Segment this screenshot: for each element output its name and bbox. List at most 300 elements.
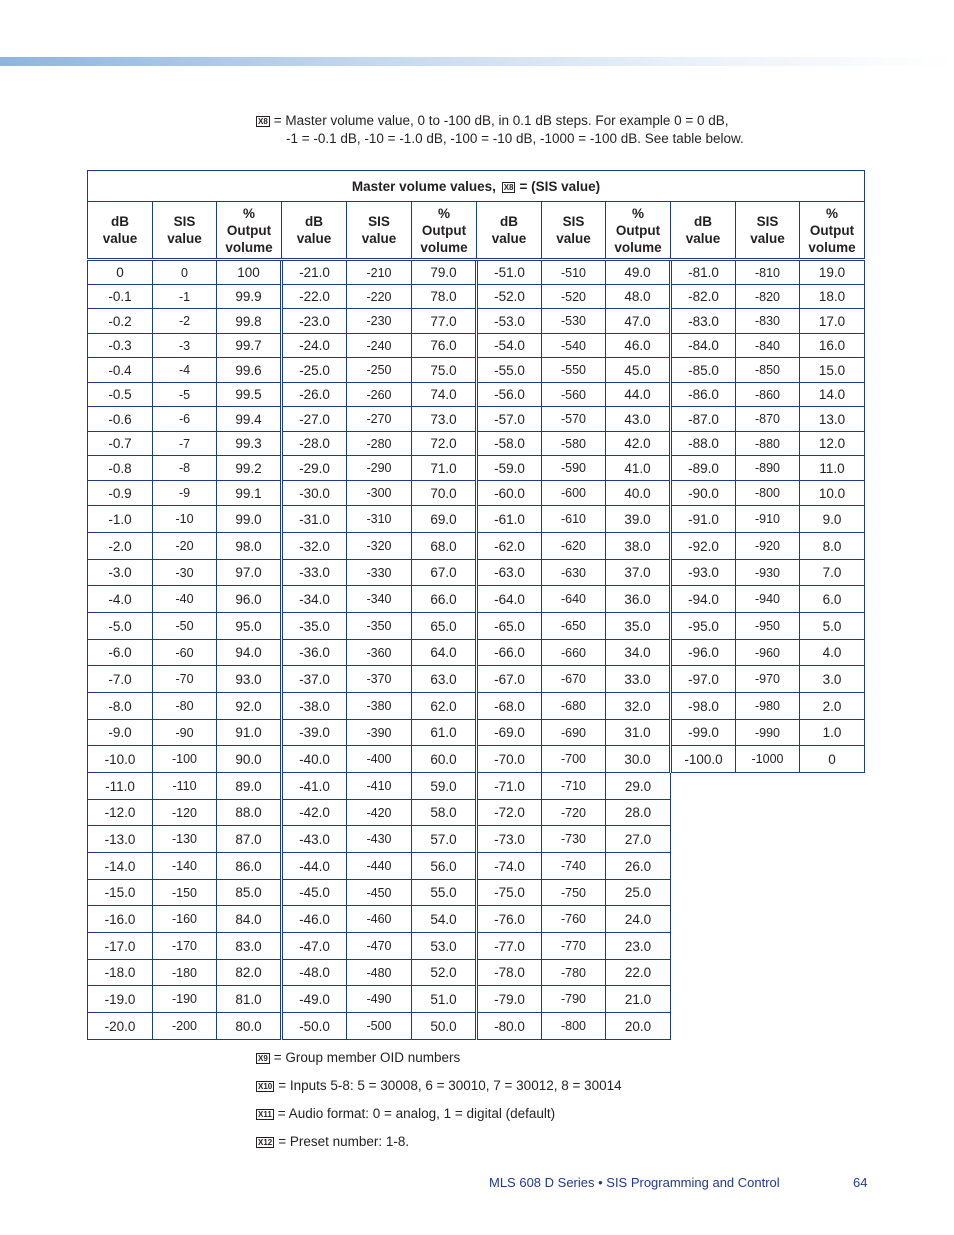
table-cell-pct: 39.0 bbox=[606, 506, 671, 533]
table-cell-sis: -40 bbox=[153, 586, 217, 613]
legend-item bbox=[256, 1049, 460, 1067]
table-cell-sis: -410 bbox=[347, 773, 412, 800]
table-cell-db: -25.0 bbox=[282, 358, 347, 383]
table-cell-sis: -800 bbox=[736, 481, 800, 506]
table-cell-pct: 99.6 bbox=[217, 358, 282, 383]
table-cell-pct: 99.8 bbox=[217, 309, 282, 334]
legend-text: = Audio format: 0 = analog, 1 = digital (default) bbox=[277, 1106, 556, 1121]
column-header-line: dB bbox=[500, 214, 518, 229]
table-cell-db: -38.0 bbox=[282, 693, 347, 720]
table-cell-db: -49.0 bbox=[282, 986, 347, 1013]
table-cell-db: -0.3 bbox=[88, 334, 153, 358]
table-cell-pct: 63.0 bbox=[412, 666, 477, 693]
table-cell-db: -45.0 bbox=[282, 880, 347, 906]
column-header-sis bbox=[347, 202, 412, 260]
table-cell-pct: 72.0 bbox=[412, 432, 477, 456]
table-cell-sis: -1000 bbox=[736, 746, 800, 773]
table-row bbox=[88, 456, 865, 481]
table-cell-sis: -960 bbox=[736, 640, 800, 666]
table-cell-db: -87.0 bbox=[671, 407, 736, 432]
table-cell-pct: 69.0 bbox=[412, 506, 477, 533]
table-cell-db: -97.0 bbox=[671, 666, 736, 693]
column-header-line: SIS bbox=[562, 214, 585, 229]
table-cell-db: -68.0 bbox=[477, 693, 542, 720]
table-cell-db: -84.0 bbox=[671, 334, 736, 358]
table-cell-sis: -280 bbox=[347, 432, 412, 456]
table-cell-db: -0.1 bbox=[88, 285, 153, 309]
table-cell-db: -27.0 bbox=[282, 407, 347, 432]
table-cell-pct: 43.0 bbox=[606, 407, 671, 432]
table-cell-pct: 47.0 bbox=[606, 309, 671, 334]
table-cell-db: -0.5 bbox=[88, 383, 153, 407]
table-cell-pct: 4.0 bbox=[800, 640, 865, 666]
table-cell-sis: -590 bbox=[542, 456, 606, 481]
table-cell-sis: -30 bbox=[153, 560, 217, 586]
table-cell-pct: 82.0 bbox=[217, 960, 282, 986]
legend-item bbox=[256, 1133, 409, 1151]
table-cell-db: -20.0 bbox=[88, 1013, 153, 1040]
table-cell-sis: -840 bbox=[736, 334, 800, 358]
table-cell-db: -53.0 bbox=[477, 309, 542, 334]
table-cell-sis: -570 bbox=[542, 407, 606, 432]
table-cell-sis: -140 bbox=[153, 853, 217, 880]
table-cell-sis: -830 bbox=[736, 309, 800, 334]
table-cell-sis: -420 bbox=[347, 800, 412, 826]
table-cell-db: -14.0 bbox=[88, 853, 153, 880]
table-cell-pct: 99.9 bbox=[217, 285, 282, 309]
table-cell-db: -47.0 bbox=[282, 933, 347, 960]
table-cell-pct: 28.0 bbox=[606, 800, 671, 826]
legend-variable-tag: X12 bbox=[258, 1138, 273, 1147]
table-cell-sis: -380 bbox=[347, 693, 412, 720]
table-cell-pct: 15.0 bbox=[800, 358, 865, 383]
table-cell-db: -39.0 bbox=[282, 720, 347, 746]
x8-description bbox=[256, 112, 744, 148]
table-cell-sis: -240 bbox=[347, 334, 412, 358]
table-cell-sis: -910 bbox=[736, 506, 800, 533]
table-cell-pct: 3.0 bbox=[800, 666, 865, 693]
table-cell-db: -95.0 bbox=[671, 613, 736, 640]
table-cell-db: -34.0 bbox=[282, 586, 347, 613]
table-cell-db: -54.0 bbox=[477, 334, 542, 358]
table-cell-pct: 71.0 bbox=[412, 456, 477, 481]
table-row bbox=[88, 506, 865, 533]
column-header-sis bbox=[736, 202, 800, 260]
table-cell-sis: -850 bbox=[736, 358, 800, 383]
table-cell-sis: -190 bbox=[153, 986, 217, 1013]
table-cell-pct: 74.0 bbox=[412, 383, 477, 407]
table-cell-db: -16.0 bbox=[88, 906, 153, 933]
table-cell-sis: -820 bbox=[736, 285, 800, 309]
table-cell-db: -65.0 bbox=[477, 613, 542, 640]
table-cell-pct: 73.0 bbox=[412, 407, 477, 432]
table-cell-pct: 23.0 bbox=[606, 933, 671, 960]
table-cell-sis: -670 bbox=[542, 666, 606, 693]
table-cell-sis: -790 bbox=[542, 986, 606, 1013]
table-cell-sis: -350 bbox=[347, 613, 412, 640]
table-cell-pct: 50.0 bbox=[412, 1013, 477, 1040]
table-cell-pct: 59.0 bbox=[412, 773, 477, 800]
table-cell-sis: -170 bbox=[153, 933, 217, 960]
table-cell-pct: 38.0 bbox=[606, 533, 671, 560]
table-cell-sis: -320 bbox=[347, 533, 412, 560]
table-cell-sis: -290 bbox=[347, 456, 412, 481]
table-cell-db: -5.0 bbox=[88, 613, 153, 640]
table-cell-db: -52.0 bbox=[477, 285, 542, 309]
table-cell-db: -10.0 bbox=[88, 746, 153, 773]
column-header-db bbox=[671, 202, 736, 260]
table-cell-sis: -3 bbox=[153, 334, 217, 358]
table-cell-sis: -4 bbox=[153, 358, 217, 383]
table-cell-pct: 19.0 bbox=[800, 260, 865, 285]
table-cell-pct: 75.0 bbox=[412, 358, 477, 383]
table-cell-db: -1.0 bbox=[88, 506, 153, 533]
table-cell-pct: 99.4 bbox=[217, 407, 282, 432]
column-header-line: value bbox=[167, 231, 202, 246]
table-row bbox=[88, 481, 865, 506]
table-cell-db: -86.0 bbox=[671, 383, 736, 407]
column-header-line: SIS bbox=[368, 214, 390, 229]
table-cell-pct: 84.0 bbox=[217, 906, 282, 933]
table-row bbox=[88, 773, 865, 800]
table-cell-sis: -510 bbox=[542, 260, 606, 285]
table-cell-db: -30.0 bbox=[282, 481, 347, 506]
table-cell-db: -69.0 bbox=[477, 720, 542, 746]
table-cell-sis: -660 bbox=[542, 640, 606, 666]
table-cell-pct: 97.0 bbox=[217, 560, 282, 586]
table-cell-pct: 16.0 bbox=[800, 334, 865, 358]
column-header-line: volume bbox=[808, 239, 856, 255]
table-cell-sis: -930 bbox=[736, 560, 800, 586]
table-cell-pct: 77.0 bbox=[412, 309, 477, 334]
table-cell-pct: 12.0 bbox=[800, 432, 865, 456]
table-cell-pct: 64.0 bbox=[412, 640, 477, 666]
table-cell-pct: 17.0 bbox=[800, 309, 865, 334]
column-header-line: Output bbox=[809, 222, 855, 238]
table-cell-db: -94.0 bbox=[671, 586, 736, 613]
table-cell-db: -15.0 bbox=[88, 880, 153, 906]
table-cell-db: -62.0 bbox=[477, 533, 542, 560]
column-header-line: Output bbox=[226, 222, 272, 238]
column-header-line: value bbox=[102, 231, 138, 246]
table-cell-pct: 26.0 bbox=[606, 853, 671, 880]
table-cell-db: -44.0 bbox=[282, 853, 347, 880]
table-cell-db: -24.0 bbox=[282, 334, 347, 358]
table-cell-sis: -9 bbox=[153, 481, 217, 506]
table-cell-db: -82.0 bbox=[671, 285, 736, 309]
table-cell-db: -79.0 bbox=[477, 986, 542, 1013]
table-cell-db: -7.0 bbox=[88, 666, 153, 693]
column-header-line: volume bbox=[614, 239, 662, 255]
column-header-line: value bbox=[750, 231, 785, 246]
table-cell-pct: 100 bbox=[217, 260, 282, 285]
table-cell-pct: 94.0 bbox=[217, 640, 282, 666]
legend-item bbox=[256, 1105, 555, 1123]
table-cell-db: -81.0 bbox=[671, 260, 736, 285]
table-cell-pct: 34.0 bbox=[606, 640, 671, 666]
table-cell-pct: 7.0 bbox=[800, 560, 865, 586]
table-cell-db: -4.0 bbox=[88, 586, 153, 613]
table-cell-db: -40.0 bbox=[282, 746, 347, 773]
column-header-pct bbox=[606, 202, 671, 260]
table-row bbox=[88, 666, 865, 693]
column-header-line: dB bbox=[694, 214, 712, 229]
column-header-line: SIS bbox=[173, 214, 196, 229]
table-cell-sis: -680 bbox=[542, 693, 606, 720]
table-cell-sis: -200 bbox=[153, 1013, 217, 1040]
table-cell-sis: -180 bbox=[153, 960, 217, 986]
table-cell-pct: 42.0 bbox=[606, 432, 671, 456]
table-cell-sis: -640 bbox=[542, 586, 606, 613]
table-cell-sis: -500 bbox=[347, 1013, 412, 1040]
table-cell-sis: -310 bbox=[347, 506, 412, 533]
table-cell-db: -96.0 bbox=[671, 640, 736, 666]
table-cell-sis: -800 bbox=[542, 1013, 606, 1040]
table-cell-pct: 10.0 bbox=[800, 481, 865, 506]
table-cell-sis: -530 bbox=[542, 309, 606, 334]
table-cell-db: -19.0 bbox=[88, 986, 153, 1013]
table-cell-sis: -700 bbox=[542, 746, 606, 773]
table-cell-db: -92.0 bbox=[671, 533, 736, 560]
table-cell-sis: -90 bbox=[153, 720, 217, 746]
table-cell-sis: -270 bbox=[347, 407, 412, 432]
table-cell-pct: 85.0 bbox=[217, 880, 282, 906]
table-cell-pct: 2.0 bbox=[800, 693, 865, 720]
table-cell-sis: -860 bbox=[736, 383, 800, 407]
table-cell-sis: -780 bbox=[542, 960, 606, 986]
table-cell-sis: -2 bbox=[153, 309, 217, 334]
table-cell-db: -61.0 bbox=[477, 506, 542, 533]
table-cell-db: -35.0 bbox=[282, 613, 347, 640]
column-header-line: % bbox=[825, 205, 838, 221]
table-cell-db: -33.0 bbox=[282, 560, 347, 586]
column-header-line: Output bbox=[615, 222, 661, 238]
column-header-line: dB bbox=[305, 214, 323, 229]
table-cell-db: -2.0 bbox=[88, 533, 153, 560]
table-cell-pct: 8.0 bbox=[800, 533, 865, 560]
column-header-line: value bbox=[361, 231, 397, 246]
table-cell-db: -63.0 bbox=[477, 560, 542, 586]
table-cell-pct: 21.0 bbox=[606, 986, 671, 1013]
column-header-pct bbox=[412, 202, 477, 260]
table-row bbox=[88, 432, 865, 456]
table-cell-pct: 33.0 bbox=[606, 666, 671, 693]
legend-text: = Inputs 5-8: 5 = 30008, 6 = 30010, 7 = 30012, 8 = 30014 bbox=[278, 1078, 622, 1093]
table-cell-db: -78.0 bbox=[477, 960, 542, 986]
table-cell-pct: 0 bbox=[800, 746, 865, 773]
table-cell-db: -100.0 bbox=[671, 746, 736, 773]
legend-variable-tag: X9 bbox=[258, 1054, 268, 1063]
table-cell-pct: 60.0 bbox=[412, 746, 477, 773]
table-cell-pct: 55.0 bbox=[412, 880, 477, 906]
column-header-sis bbox=[542, 202, 606, 260]
table-cell-pct: 46.0 bbox=[606, 334, 671, 358]
table-cell-db: -85.0 bbox=[671, 358, 736, 383]
table-cell-pct: 14.0 bbox=[800, 383, 865, 407]
column-header-db bbox=[88, 202, 153, 260]
table-cell-pct: 9.0 bbox=[800, 506, 865, 533]
table-cell-db: -0.9 bbox=[88, 481, 153, 506]
table-cell-db: -93.0 bbox=[671, 560, 736, 586]
table-cell-sis: -770 bbox=[542, 933, 606, 960]
table-cell-db: -0.6 bbox=[88, 407, 153, 432]
table-cell-sis: -150 bbox=[153, 880, 217, 906]
table-cell-pct: 99.1 bbox=[217, 481, 282, 506]
column-header-line: dB bbox=[111, 214, 129, 229]
table-cell-sis: -120 bbox=[153, 800, 217, 826]
table-cell-pct: 41.0 bbox=[606, 456, 671, 481]
table-cell-db: -99.0 bbox=[671, 720, 736, 746]
table-cell-sis: -740 bbox=[542, 853, 606, 880]
table-cell-sis: -730 bbox=[542, 826, 606, 853]
column-header-line: volume bbox=[420, 239, 468, 255]
table-cell-db: -80.0 bbox=[477, 1013, 542, 1040]
table-caption bbox=[88, 171, 865, 202]
table-cell-db: -74.0 bbox=[477, 853, 542, 880]
legend-text: = Preset number: 1-8. bbox=[278, 1134, 410, 1149]
table-cell-db: -12.0 bbox=[88, 800, 153, 826]
table-cell-db: -51.0 bbox=[477, 260, 542, 285]
table-cell-sis: -1 bbox=[153, 285, 217, 309]
table-cell-pct: 40.0 bbox=[606, 481, 671, 506]
table-row bbox=[88, 693, 865, 720]
table-cell-sis: -480 bbox=[347, 960, 412, 986]
table-cell-sis: -920 bbox=[736, 533, 800, 560]
column-header-row bbox=[88, 202, 865, 260]
table-cell-db: -98.0 bbox=[671, 693, 736, 720]
table-cell-db: -32.0 bbox=[282, 533, 347, 560]
table-cell-sis: -70 bbox=[153, 666, 217, 693]
table-cell-db: -83.0 bbox=[671, 309, 736, 334]
table-cell-db: -9.0 bbox=[88, 720, 153, 746]
caption-variable-tag: X8 bbox=[503, 182, 514, 192]
table-cell-sis: -440 bbox=[347, 853, 412, 880]
table-cell-pct: 11.0 bbox=[800, 456, 865, 481]
table-cell-sis: -720 bbox=[542, 800, 606, 826]
table-cell-pct: 99.3 bbox=[217, 432, 282, 456]
table-cell-pct: 92.0 bbox=[217, 693, 282, 720]
table-cell-sis: -400 bbox=[347, 746, 412, 773]
table-cell-db: -58.0 bbox=[477, 432, 542, 456]
table-cell-pct: 76.0 bbox=[412, 334, 477, 358]
column-header-line: % bbox=[242, 205, 255, 221]
table-row bbox=[88, 285, 865, 309]
table-cell-pct: 99.7 bbox=[217, 334, 282, 358]
table-cell-sis: -7 bbox=[153, 432, 217, 456]
table-cell-sis: -220 bbox=[347, 285, 412, 309]
table-cell-db: -6.0 bbox=[88, 640, 153, 666]
table-cell-pct: 20.0 bbox=[606, 1013, 671, 1040]
table-cell-pct: 36.0 bbox=[606, 586, 671, 613]
legend-item bbox=[256, 1077, 622, 1095]
table-cell-sis: -520 bbox=[542, 285, 606, 309]
page-number: 64 bbox=[853, 1175, 868, 1190]
table-cell-pct: 98.0 bbox=[217, 533, 282, 560]
table-cell-pct: 49.0 bbox=[606, 260, 671, 285]
table-cell-sis: -60 bbox=[153, 640, 217, 666]
table-cell-pct: 1.0 bbox=[800, 720, 865, 746]
table-cell-db: -56.0 bbox=[477, 383, 542, 407]
table-cell-pct: 61.0 bbox=[412, 720, 477, 746]
column-header-db bbox=[477, 202, 542, 260]
table-cell-sis: -710 bbox=[542, 773, 606, 800]
table-cell-sis: -5 bbox=[153, 383, 217, 407]
table-cell-sis: -390 bbox=[347, 720, 412, 746]
table-cell-db: -88.0 bbox=[671, 432, 736, 456]
table-cell-sis: -950 bbox=[736, 613, 800, 640]
table-cell-sis: -210 bbox=[347, 260, 412, 285]
empty-table-area bbox=[671, 773, 865, 1040]
table-cell-db: -17.0 bbox=[88, 933, 153, 960]
table-row bbox=[88, 383, 865, 407]
table-cell-sis: -940 bbox=[736, 586, 800, 613]
table-cell-db: -46.0 bbox=[282, 906, 347, 933]
column-header-line: % bbox=[631, 205, 644, 221]
table-cell-sis: -360 bbox=[347, 640, 412, 666]
table-cell-sis: -750 bbox=[542, 880, 606, 906]
table-row bbox=[88, 533, 865, 560]
table-cell-pct: 65.0 bbox=[412, 613, 477, 640]
table-row bbox=[88, 309, 865, 334]
header-accent-bar bbox=[0, 57, 954, 66]
table-cell-pct: 96.0 bbox=[217, 586, 282, 613]
table-cell-db: -76.0 bbox=[477, 906, 542, 933]
table-cell-db: -48.0 bbox=[282, 960, 347, 986]
table-cell-sis: -250 bbox=[347, 358, 412, 383]
table-cell-pct: 30.0 bbox=[606, 746, 671, 773]
table-cell-pct: 53.0 bbox=[412, 933, 477, 960]
table-cell-db: -31.0 bbox=[282, 506, 347, 533]
x8-description-line2: -1 = -0.1 dB, -10 = -1.0 dB, -100 = -10 dB, -1000 = -100 dB. See table below. bbox=[286, 131, 744, 146]
table-cell-db: -43.0 bbox=[282, 826, 347, 853]
table-cell-pct: 44.0 bbox=[606, 383, 671, 407]
table-cell-db: -28.0 bbox=[282, 432, 347, 456]
table-cell-pct: 24.0 bbox=[606, 906, 671, 933]
table-cell-sis: -20 bbox=[153, 533, 217, 560]
table-cell-db: -0.7 bbox=[88, 432, 153, 456]
table-cell-pct: 67.0 bbox=[412, 560, 477, 586]
table-cell-db: -50.0 bbox=[282, 1013, 347, 1040]
caption-suffix: = (SIS value) bbox=[519, 178, 601, 194]
table-cell-pct: 91.0 bbox=[217, 720, 282, 746]
table-cell-pct: 13.0 bbox=[800, 407, 865, 432]
table-cell-sis: -430 bbox=[347, 826, 412, 853]
table-cell-sis: -340 bbox=[347, 586, 412, 613]
table-cell-pct: 57.0 bbox=[412, 826, 477, 853]
column-header-line: value bbox=[491, 231, 527, 246]
table-cell-sis: -650 bbox=[542, 613, 606, 640]
table-cell-pct: 5.0 bbox=[800, 613, 865, 640]
legend-text: = Group member OID numbers bbox=[273, 1050, 461, 1065]
table-cell-sis: -620 bbox=[542, 533, 606, 560]
table-cell-sis: -130 bbox=[153, 826, 217, 853]
column-header-pct bbox=[217, 202, 282, 260]
table-cell-sis: -300 bbox=[347, 481, 412, 506]
table-cell-pct: 95.0 bbox=[217, 613, 282, 640]
table-cell-sis: -540 bbox=[542, 334, 606, 358]
table-row bbox=[88, 260, 865, 285]
table-cell-db: -64.0 bbox=[477, 586, 542, 613]
table-cell-pct: 27.0 bbox=[606, 826, 671, 853]
table-cell-db: -72.0 bbox=[477, 800, 542, 826]
table-cell-pct: 52.0 bbox=[412, 960, 477, 986]
table-cell-pct: 68.0 bbox=[412, 533, 477, 560]
table-cell-db: -59.0 bbox=[477, 456, 542, 481]
table-cell-sis: -810 bbox=[736, 260, 800, 285]
master-volume-table bbox=[87, 170, 865, 1040]
table-cell-db: -60.0 bbox=[477, 481, 542, 506]
table-cell-pct: 90.0 bbox=[217, 746, 282, 773]
